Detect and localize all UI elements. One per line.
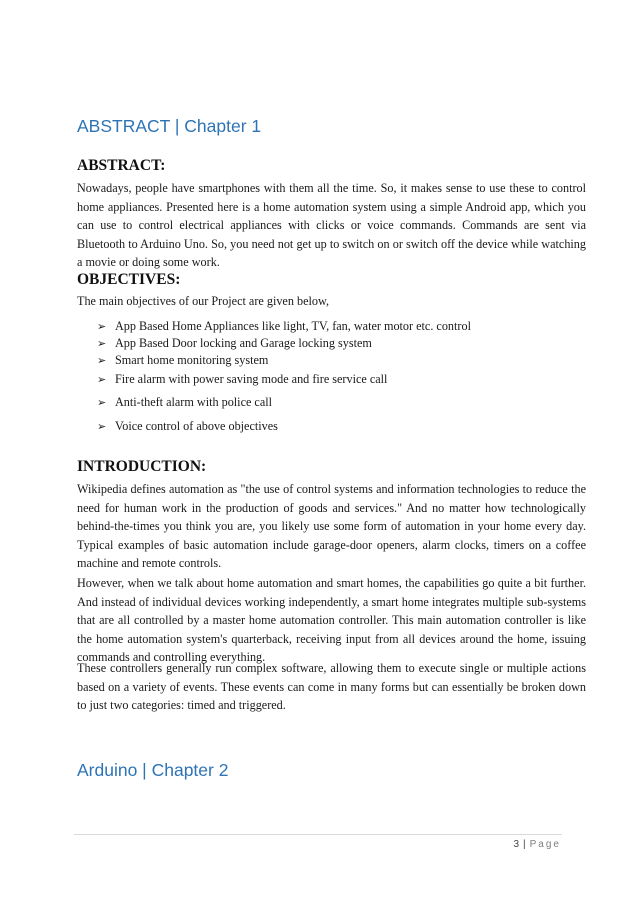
- footer-divider: [74, 834, 562, 835]
- introduction-heading: INTRODUCTION:: [77, 458, 207, 475]
- list-item: [97, 317, 471, 335]
- objectives-intro: The main objectives of our Project are given below,: [77, 294, 330, 308]
- list-item-text: Voice control of above objectives: [115, 418, 278, 433]
- list-item: [97, 352, 471, 369]
- introduction-paragraph-1: Wikipedia defines automation as "the use of control systems and information technologies to reduce the need for human work in the production of goods and services." And no matter how technologically behind-the-times you think you are, you likely use some form of automation in your home every day. Typical examples of basic automation include garage-door openers, alarm clocks, timers on a coffee machine and remote controls.: [77, 482, 586, 571]
- introduction-paragraph-3: These controllers generally run complex software, allowing them to execute single or multiple actions based on a variety of events. These events can come in many forms but can essentially be broken down to just two categories: timed and triggered.: [77, 661, 586, 713]
- arrow-bullet-icon: ➢: [97, 354, 107, 367]
- list-item-text: Anti-theft alarm with police call: [115, 394, 273, 409]
- list-item-text: App Based Home Appliances like light, TV, fan, water motor etc. control: [115, 318, 471, 333]
- chapter-1-heading: ABSTRACT | Chapter 1: [77, 116, 262, 136]
- arrow-bullet-icon: ➢: [97, 319, 107, 333]
- list-item: [97, 390, 471, 414]
- arrow-bullet-icon: ➢: [97, 395, 107, 409]
- arrow-bullet-icon: ➢: [97, 419, 107, 433]
- arrow-bullet-icon: ➢: [97, 337, 107, 350]
- abstract-heading: ABSTRACT:: [77, 157, 166, 174]
- arrow-bullet-icon: ➢: [97, 373, 107, 386]
- list-item: [97, 335, 471, 352]
- page-label: Page: [529, 839, 561, 850]
- list-item-text: Fire alarm with power saving mode and fire service call: [115, 372, 388, 386]
- list-item: [97, 369, 471, 390]
- abstract-paragraph: Nowadays, people have smartphones with them all the time. So, it makes sense to use these to control home appliances. Presented here is a home automation system using a simple Android app, which you can use to control electrical appliances with clicks or voice commands. Commands are sent via Bluetooth to Arduino Uno. So, you need not get up to switch on or switch off the device while watching a movie or doing some work.: [77, 181, 586, 270]
- objectives-list: [97, 317, 471, 438]
- footer-separator: |: [523, 839, 526, 850]
- objectives-heading: OBJECTIVES:: [77, 271, 181, 288]
- list-item-text: App Based Door locking and Garage locking system: [115, 336, 372, 350]
- list-item-text: Smart home monitoring system: [115, 353, 269, 367]
- chapter-2-heading: Arduino | Chapter 2: [77, 760, 229, 780]
- page-footer: [513, 839, 561, 850]
- page-number: 3: [513, 839, 520, 850]
- list-item: [97, 414, 471, 438]
- introduction-paragraph-2: However, when we talk about home automation and smart homes, the capabilities go quite a bit further. And instead of individual devices working independently, a smart home integrates multiple sub-systems that are all controlled by a master home automation controller. This main automation controller is like the home automation system's quarterback, receiving input from all devices around the home, issuing commands and controlling everything.: [77, 576, 586, 665]
